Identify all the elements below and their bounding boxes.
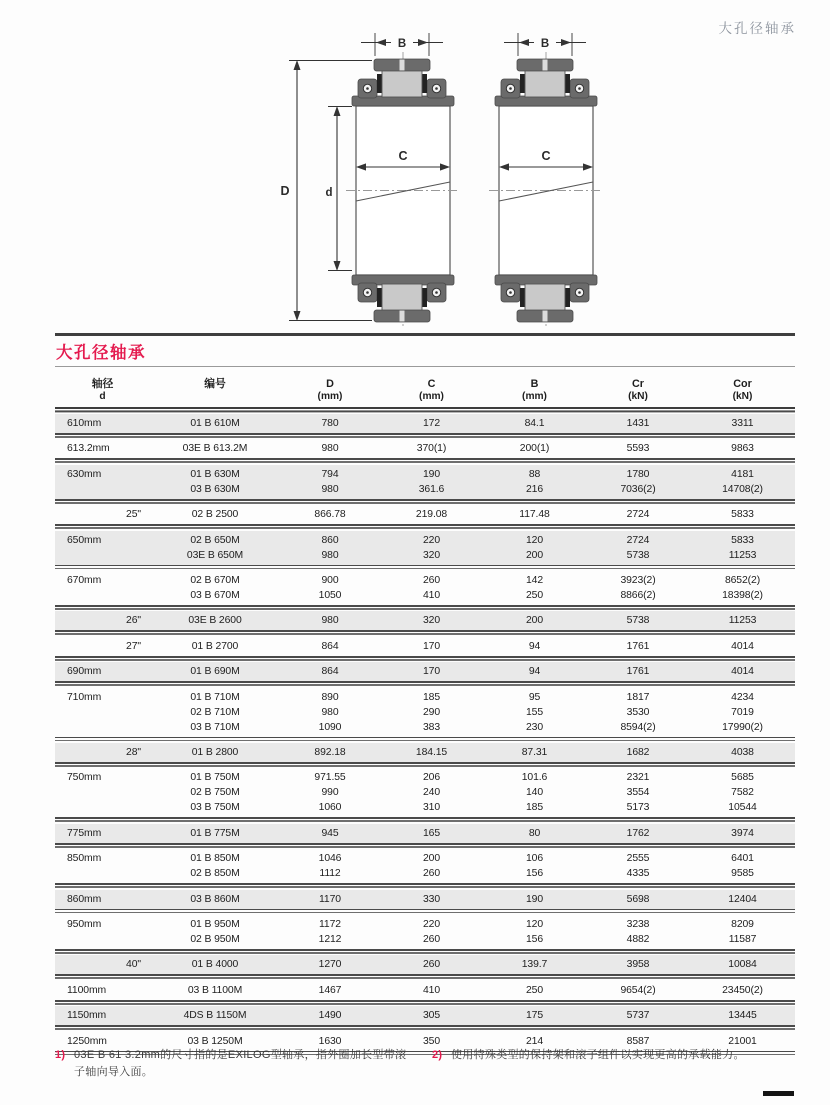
width-c-cell: 260 — [422, 959, 441, 971]
code-cell: 01 B 850M 02 B 850M — [190, 853, 240, 880]
size-cell: 670mm — [67, 575, 102, 587]
row-separator — [55, 458, 795, 460]
cr-cell: 2321 3554 5173 — [626, 772, 650, 814]
width-b-cell: 84.1 — [524, 418, 545, 430]
width-b-cell: 87.31 — [521, 746, 548, 758]
row-separator — [55, 681, 795, 683]
cor-cell: 10084 — [728, 959, 757, 971]
size-cell: 26" — [126, 615, 141, 627]
cr-cell: 5698 — [626, 893, 650, 905]
width-c-cell: 206 240 310 — [422, 772, 441, 814]
column-header: Cor (kN) — [732, 377, 753, 402]
cor-cell: 21001 — [728, 1035, 757, 1047]
code-cell: 01 B 710M 02 B 710M 03 B 710M — [190, 691, 240, 733]
column-header: D (mm) — [317, 377, 343, 402]
width-b-cell: 80 — [528, 827, 541, 839]
outer-dia-cell: 1490 — [318, 1010, 342, 1022]
footnote-text: 使用特殊类型的保持架和滚子组件以实现更高的承载能力。 — [451, 1049, 745, 1061]
width-b-cell: 120 200 — [525, 534, 544, 561]
cr-cell: 1761 — [626, 666, 650, 678]
row-separator — [55, 499, 795, 501]
row-separator — [55, 1000, 795, 1002]
code-cell: 01 B 950M 02 B 950M — [190, 918, 240, 945]
table-row-group — [55, 637, 795, 656]
table-section — [55, 333, 795, 1057]
code-cell: 03 B 1100M — [187, 984, 243, 996]
cor-cell: 5833 11253 — [728, 534, 757, 561]
size-cell: 1100mm — [67, 984, 107, 996]
size-cell: 950mm — [67, 918, 102, 930]
width-b-cell: 117.48 — [519, 509, 550, 521]
width-c-cell: 184.15 — [415, 746, 448, 758]
size-cell: 25" — [126, 509, 141, 521]
table-row-group — [55, 662, 795, 681]
cr-cell: 2724 — [626, 509, 650, 521]
width-c-cell: 260 410 — [422, 575, 441, 602]
size-cell: 690mm — [67, 666, 102, 678]
cr-cell: 1431 — [626, 418, 650, 430]
row-separator — [55, 565, 795, 567]
outer-dia-cell: 980 — [321, 615, 339, 627]
code-cell: 03E B 2600 — [188, 615, 242, 627]
table-row-group — [55, 505, 795, 524]
code-cell: 02 B 650M 03E B 650M — [186, 534, 244, 561]
cr-cell: 2555 4335 — [626, 853, 650, 880]
cr-cell: 1761 — [626, 640, 650, 652]
section-title: 大孔径轴承 — [56, 343, 146, 362]
width-c-cell: 330 — [422, 893, 441, 905]
row-separator — [55, 605, 795, 607]
cor-cell: 4038 — [731, 746, 754, 758]
cor-cell: 9863 — [731, 443, 754, 455]
outer-dia-cell: 1270 — [318, 959, 342, 971]
code-cell: 01 B 2800 — [191, 746, 239, 758]
spec-table-body — [55, 414, 795, 1052]
outer-dia-cell: 1630 — [318, 1035, 342, 1047]
width-b-cell: 200 — [525, 615, 544, 627]
width-c-cell: 200 260 — [422, 853, 441, 880]
size-cell: 630mm — [67, 468, 102, 480]
code-cell: 01 B 4000 — [191, 959, 239, 971]
cor-cell: 4014 — [731, 666, 754, 678]
size-cell: 610mm — [67, 418, 102, 430]
width-b-cell: 120 156 — [525, 918, 544, 945]
row-separator — [55, 737, 795, 739]
column-header: C (mm) — [419, 377, 444, 402]
width-b-cell: 139.7 — [521, 959, 548, 971]
column-header: Cr (kN) — [628, 377, 648, 402]
footnotes — [55, 1047, 800, 1080]
table-row-group — [55, 571, 795, 605]
outer-dia-cell: 1046 1112 — [318, 853, 342, 880]
table-row-group — [55, 849, 795, 883]
cor-cell: 3974 — [731, 827, 754, 839]
table-row-group — [55, 981, 795, 1000]
cr-cell: 1780 7036(2) — [620, 468, 656, 495]
width-c-cell: 320 — [422, 615, 441, 627]
table-row-group — [55, 824, 795, 843]
page-corner-title: 大孔径轴承 — [718, 21, 796, 36]
code-cell: 01 B 610M — [190, 418, 240, 430]
cor-cell: 8209 11587 — [728, 918, 757, 945]
width-c-cell: 190 361.6 — [418, 468, 445, 495]
row-separator — [55, 817, 795, 819]
table-row-group — [55, 611, 795, 630]
cr-cell: 3958 — [626, 959, 650, 971]
code-cell: 03 B 1250M — [187, 1035, 243, 1047]
outer-dia-cell: 1170 — [319, 893, 341, 905]
table-row-group — [55, 439, 795, 458]
size-cell: 710mm — [67, 691, 102, 703]
row-separator — [55, 1025, 795, 1027]
width-b-cell: 106 156 — [525, 853, 544, 880]
width-c-cell: 170 — [422, 640, 441, 652]
row-separator — [55, 909, 795, 911]
code-cell: 4DS B 1150M — [183, 1010, 247, 1022]
row-separator — [55, 524, 795, 526]
width-c-cell: 172 — [422, 418, 441, 430]
footnote-marker: 2) — [432, 1049, 443, 1061]
size-cell: 27" — [126, 640, 141, 652]
outer-dia-cell: 892.18 — [314, 746, 346, 758]
code-cell: 03 B 860M — [190, 893, 240, 905]
footnote-text: 03E B 61 3.2mm的尺寸指的是EXILOG型轴承，指外圈加长型带滚子轴向导入面。 — [74, 1049, 407, 1078]
row-separator — [55, 974, 795, 976]
cr-cell: 1817 3530 8594(2) — [620, 691, 656, 733]
outer-dia-cell: 860 980 — [321, 534, 339, 561]
outer-dia-cell: 794 980 — [321, 468, 339, 495]
cor-cell: 12404 — [728, 893, 757, 905]
row-separator — [55, 433, 795, 435]
size-cell: 1150mm — [67, 1010, 107, 1022]
width-b-cell: 200(1) — [519, 443, 550, 455]
width-b-cell: 94 — [528, 640, 541, 652]
cr-cell: 9654(2) — [620, 984, 656, 996]
cor-cell: 4181 14708(2) — [722, 468, 763, 495]
column-header: B (mm) — [522, 377, 547, 402]
table-row-group — [55, 531, 795, 565]
table-row-group — [55, 1006, 795, 1025]
width-c-cell: 170 — [422, 666, 441, 678]
cr-cell: 5593 — [626, 443, 650, 455]
row-separator — [55, 630, 795, 632]
outer-dia-cell: 780 — [321, 418, 339, 430]
size-cell: 1250mm — [67, 1035, 107, 1047]
code-cell: 01 B 630M 03 B 630M — [190, 468, 240, 495]
outer-dia-cell: 971.55 990 1060 — [314, 772, 346, 814]
outer-dia-cell: 890 980 1090 — [318, 691, 342, 733]
row-separator — [55, 883, 795, 885]
width-b-cell: 88 216 — [525, 468, 544, 495]
size-cell: 28" — [126, 746, 141, 758]
cr-cell: 5738 — [626, 615, 650, 627]
dim-label-D: D — [280, 184, 290, 198]
cr-cell: 3238 4882 — [626, 918, 650, 945]
outer-dia-cell: 866.78 — [314, 509, 346, 521]
cor-cell: 8652(2) 18398(2) — [722, 575, 763, 602]
cor-cell: 4014 — [731, 640, 754, 652]
code-cell: 02 B 670M 03 B 670M — [190, 575, 240, 602]
cr-cell: 1762 — [626, 827, 650, 839]
table-row-group — [55, 414, 795, 433]
width-c-cell: 219.08 — [415, 509, 448, 521]
width-c-cell: 350 — [422, 1035, 441, 1047]
width-b-cell: 190 — [525, 893, 544, 905]
row-separator — [55, 843, 795, 845]
cor-cell: 13445 — [728, 1010, 757, 1022]
cr-cell: 8587 — [626, 1035, 650, 1047]
width-c-cell: 220 260 — [422, 918, 441, 945]
width-b-cell: 95 155 230 — [525, 691, 544, 733]
table-header — [55, 376, 795, 407]
width-c-cell: 220 320 — [422, 534, 441, 561]
header-separator — [55, 407, 795, 409]
column-header: 轴径 d — [91, 377, 114, 402]
outer-dia-cell: 1467 — [318, 984, 342, 996]
footnote-marker: 1) — [55, 1049, 66, 1061]
cor-cell: 4234 7019 17990(2) — [722, 691, 763, 733]
code-cell: 01 B 2700 — [191, 640, 239, 652]
size-cell: 860mm — [67, 893, 102, 905]
page-corner-mark — [763, 1091, 794, 1096]
code-cell: 01 B 775M — [190, 827, 240, 839]
size-cell: 775mm — [67, 827, 102, 839]
table-row-group — [55, 768, 795, 817]
table-row-group — [55, 465, 795, 499]
width-b-cell: 101.6 140 185 — [521, 772, 548, 814]
dim-d — [325, 106, 352, 271]
cor-cell: 5833 — [731, 509, 754, 521]
size-cell: 650mm — [67, 534, 102, 546]
code-cell: 02 B 2500 — [191, 509, 239, 521]
table-row-group — [55, 743, 795, 762]
outer-dia-cell: 945 — [321, 827, 339, 839]
cor-cell: 6401 9585 — [731, 853, 754, 880]
bearing-diagram — [0, 0, 830, 335]
cor-cell: 23450(2) — [722, 984, 763, 996]
size-cell: 40" — [126, 959, 141, 971]
cr-cell: 2724 5738 — [626, 534, 650, 561]
width-b-cell: 250 — [525, 984, 544, 996]
width-c-cell: 370(1) — [416, 443, 447, 455]
table-row-group — [55, 890, 795, 909]
footnote-2 — [432, 1047, 792, 1080]
size-cell: 850mm — [67, 853, 102, 865]
cor-cell: 11253 — [728, 615, 757, 627]
row-separator — [55, 656, 795, 658]
dim-label-d: d — [325, 187, 333, 199]
column-header: 编号 — [204, 377, 226, 390]
width-c-cell: 165 — [422, 827, 441, 839]
outer-dia-cell: 864 — [321, 640, 339, 652]
code-cell: 01 B 750M 02 B 750M 03 B 750M — [190, 772, 240, 814]
outer-dia-cell: 900 1050 — [318, 575, 342, 602]
width-b-cell: 214 — [525, 1035, 544, 1047]
width-c-cell: 410 — [422, 984, 441, 996]
width-b-cell: 175 — [525, 1010, 544, 1022]
cr-cell: 3923(2) 8866(2) — [620, 575, 656, 602]
width-b-cell: 94 — [528, 666, 541, 678]
size-cell: 750mm — [67, 772, 102, 784]
table-row-group — [55, 955, 795, 974]
outer-dia-cell: 980 — [321, 443, 339, 455]
footnote-1 — [55, 1047, 410, 1080]
size-cell: 613.2mm — [67, 443, 110, 455]
code-cell: 03E B 613.2M — [182, 443, 248, 455]
title-rule-bottom — [55, 366, 795, 367]
cr-cell: 5737 — [626, 1010, 650, 1022]
cor-cell: 5685 7582 10544 — [728, 772, 757, 814]
width-c-cell: 305 — [422, 1010, 441, 1022]
table-row-group — [55, 915, 795, 949]
row-separator — [55, 762, 795, 764]
cor-cell: 3311 — [731, 418, 754, 430]
outer-dia-cell: 1172 1212 — [318, 918, 342, 945]
cr-cell: 1682 — [626, 746, 650, 758]
outer-dia-cell: 864 — [321, 666, 339, 678]
width-b-cell: 142 250 — [525, 575, 544, 602]
width-c-cell: 185 290 383 — [422, 691, 441, 733]
row-separator — [55, 949, 795, 951]
code-cell: 01 B 690M — [190, 666, 240, 678]
table-row-group — [55, 688, 795, 737]
